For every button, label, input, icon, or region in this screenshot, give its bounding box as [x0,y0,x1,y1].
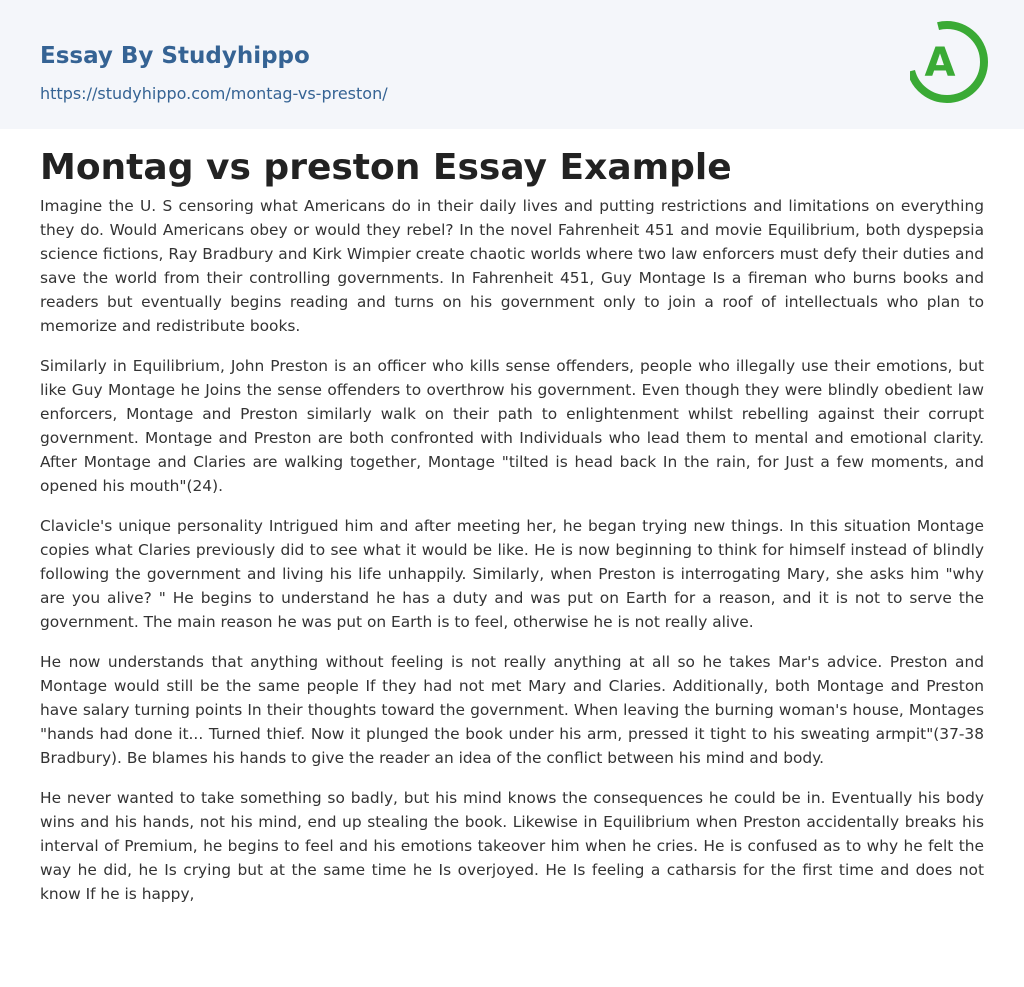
paragraph: Clavicle's unique personality Intrigued him and after meeting her, he began trying new things. In this situation Montage copies what Claries previously did to see what it would be like. He is now beginning to think for himself instead of blindly following the government and living his life unhappily. Similarly, when Preston is interrogating Mary, she asks him "why are you alive? " He begins to understand he has a duty and was put on Earth for a reason, and it is not to serve the government. The main reason he was put on Earth is to feel, otherwise he is not really alive. [40,517,984,631]
page-url-link[interactable]: https://studyhippo.com/montag-vs-preston/ [40,84,388,103]
page-title: Montag vs preston Essay Example [40,147,732,188]
paragraph: Imagine the U. S censoring what Americans do in their daily lives and putting restrictions and limitations on everything they do. Would Americans obey or would they rebel? In the novel Fahrenheit 451 and movie Equilibrium, both dyspepsia science fictions, Ray Bradbury and Kirk Wimpier create chaotic worlds where two law enforcers must defy their duties and save the world from their controlling governments. In Fahrenheit 451, Guy Montage Is a fireman who burns books and readers but eventually begins reading and turns on his government only to join a roof of intellectuals who plan to memorize and redistribute books. [40,197,984,335]
paragraph: He now understands that anything without feeling is not really anything at all so he takes Mar's advice. Preston and Montage would still be the same people If they had not met Mary and Claries. Additionally, both Montage and Preston have salary turning points In their thoughts toward the government. When leaving the burning woman's house, Montages "hands had done it... Turned thief. Now it plunged the book under his arm, pressed it tight to his sweating armpit"(37-38 Bradbury). Be blames his hands to give the reader an idea of the conflict between his mind and body. [40,653,984,767]
studyhippo-logo-icon[interactable] [910,18,988,106]
logo-letter: A [924,40,956,86]
site-header [0,0,1024,129]
paragraph: He never wanted to take something so badly, but his mind knows the consequences he could be in. Eventually his body wins and his hands, not his mind, end up stealing the book. Likewise in Equilibrium when Preston accidentally breaks his interval of Premium, he begins to feel and his emotions takeover him when he cries. He is confused as to why he felt the way he did, he Is crying but at the same time he Is overjoyed. He Is feeling a catharsis for the first time and does not know If he is happy, [40,789,984,903]
paragraph: Similarly in Equilibrium, John Preston is an officer who kills sense offenders, people who illegally use their emotions, but like Guy Montage he Joins the sense offenders to overthrow his government. Even though they were blindly obedient law enforcers, Montage and Preston similarly walk on their path to enlightenment whilst rebelling against their corrupt government. Montage and Preston are both confronted with Individuals who lead them to mental and emotional clarity. After Montage and Claries are walking together, Montage "tilted is head back In the rain, for Just a few moments, and opened his mouth"(24). [40,357,984,495]
site-brand[interactable]: Essay By Studyhippo [40,43,310,69]
article-body [40,194,984,922]
